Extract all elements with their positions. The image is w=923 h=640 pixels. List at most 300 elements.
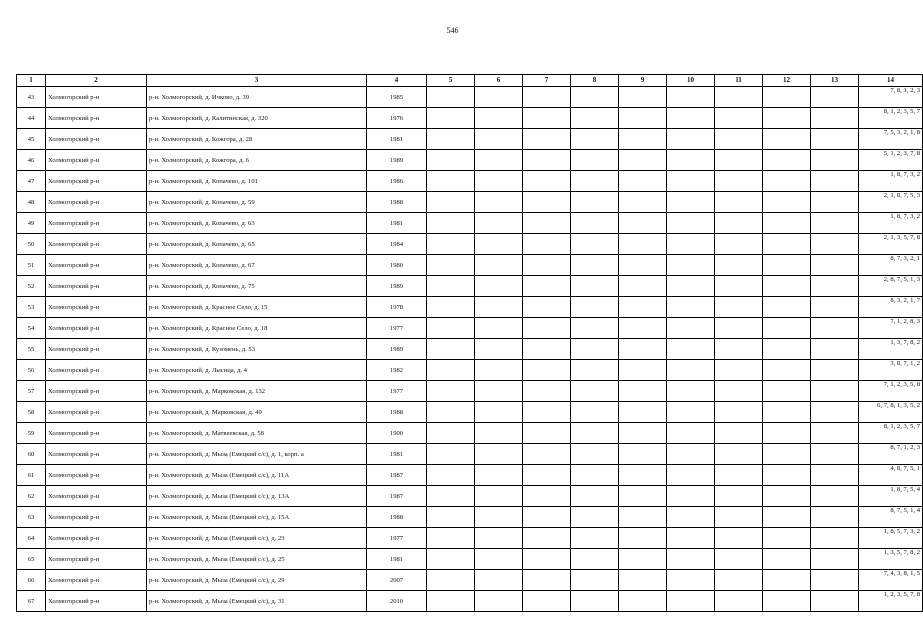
empty-cell (523, 402, 571, 423)
empty-cell (811, 570, 859, 591)
table-row (17, 360, 923, 381)
empty-cell (667, 276, 715, 297)
empty-cell (763, 381, 811, 402)
empty-cell (523, 591, 571, 612)
empty-cell (667, 255, 715, 276)
empty-cell (571, 339, 619, 360)
column-header: 3 (147, 75, 367, 87)
year-cell: 2010 (367, 591, 427, 612)
empty-cell (427, 318, 475, 339)
empty-cell (667, 87, 715, 108)
empty-cell (763, 108, 811, 129)
address-cell: р-н. Холмогорский, д. Кузомень, д. 53 (147, 339, 367, 360)
year-cell: 1985 (367, 87, 427, 108)
empty-cell (619, 129, 667, 150)
year-cell: 1988 (367, 402, 427, 423)
table-row (17, 570, 923, 591)
empty-cell (763, 528, 811, 549)
empty-cell (715, 465, 763, 486)
table-row (17, 255, 923, 276)
row-number-cell: 44 (17, 108, 46, 129)
column-14-cell: 7, 8, 1, 2, 3 (859, 87, 923, 108)
column-14-cell: 8, 1, 2, 3, 5, 7 (859, 423, 923, 444)
empty-cell (523, 360, 571, 381)
empty-cell (427, 234, 475, 255)
address-cell: р-н. Холмогорский, д. Копачево, д. 75 (147, 276, 367, 297)
empty-cell (475, 234, 523, 255)
column-header: 7 (523, 75, 571, 87)
empty-cell (811, 171, 859, 192)
empty-cell (523, 234, 571, 255)
empty-cell (667, 297, 715, 318)
empty-cell (715, 129, 763, 150)
district-cell: Холмогорский р-н (46, 213, 147, 234)
empty-cell (763, 234, 811, 255)
empty-cell (667, 465, 715, 486)
empty-cell (523, 549, 571, 570)
column-14-cell: 1, 8, 5, 7, 3, 2 (859, 528, 923, 549)
column-14-cell: 1, 3, 7, 8, 2 (859, 339, 923, 360)
table-row (17, 423, 923, 444)
empty-cell (619, 444, 667, 465)
year-cell: 1978 (367, 297, 427, 318)
column-14-cell: 8, 7, 5, 1, 4 (859, 507, 923, 528)
empty-cell (523, 486, 571, 507)
empty-cell (763, 213, 811, 234)
empty-cell (763, 444, 811, 465)
address-cell: р-н. Холмогорский, д. Мыза (Емецкий с/с), д. 25 (147, 549, 367, 570)
empty-cell (667, 444, 715, 465)
empty-cell (811, 339, 859, 360)
year-cell: 1981 (367, 213, 427, 234)
year-cell: 1977 (367, 528, 427, 549)
table-row (17, 129, 923, 150)
row-number-cell: 67 (17, 591, 46, 612)
column-14-cell: 7, 1, 2, 3, 5, 8 (859, 381, 923, 402)
year-cell: 1989 (367, 276, 427, 297)
column-14-cell: 7, 5, 3, 2, 1, 8 (859, 129, 923, 150)
empty-cell (715, 87, 763, 108)
empty-cell (619, 339, 667, 360)
column-14-cell: 1, 8, 7, 5, 4 (859, 486, 923, 507)
empty-cell (667, 171, 715, 192)
empty-cell (715, 234, 763, 255)
empty-cell (427, 171, 475, 192)
empty-cell (571, 276, 619, 297)
empty-cell (427, 213, 475, 234)
table-body (17, 87, 923, 612)
empty-cell (475, 423, 523, 444)
empty-cell (523, 465, 571, 486)
address-cell: р-н. Холмогорский, д. Мыза (Емецкий с/с), д. 31 (147, 591, 367, 612)
column-14-cell: 2, 1, 8, 7, 5, 3 (859, 192, 923, 213)
empty-cell (667, 234, 715, 255)
row-number-cell: 45 (17, 129, 46, 150)
district-cell: Холмогорский р-н (46, 234, 147, 255)
empty-cell (619, 528, 667, 549)
empty-cell (763, 507, 811, 528)
column-header: 14 (859, 75, 923, 87)
empty-cell (667, 192, 715, 213)
column-header: 8 (571, 75, 619, 87)
row-number-cell: 59 (17, 423, 46, 444)
empty-cell (715, 339, 763, 360)
empty-cell (475, 318, 523, 339)
district-cell: Холмогорский р-н (46, 423, 147, 444)
year-cell: 2007 (367, 570, 427, 591)
table-row (17, 507, 923, 528)
empty-cell (427, 108, 475, 129)
table-row (17, 108, 923, 129)
empty-cell (619, 108, 667, 129)
empty-cell (619, 276, 667, 297)
empty-cell (523, 87, 571, 108)
empty-cell (475, 129, 523, 150)
year-cell: 1981 (367, 549, 427, 570)
empty-cell (571, 423, 619, 444)
empty-cell (811, 192, 859, 213)
empty-cell (715, 528, 763, 549)
empty-cell (763, 192, 811, 213)
empty-cell (667, 339, 715, 360)
empty-cell (523, 255, 571, 276)
row-number-cell: 66 (17, 570, 46, 591)
empty-cell (715, 507, 763, 528)
row-number-cell: 48 (17, 192, 46, 213)
empty-cell (571, 507, 619, 528)
table-row (17, 402, 923, 423)
column-header: 12 (763, 75, 811, 87)
empty-cell (523, 444, 571, 465)
empty-cell (571, 444, 619, 465)
column-header: 6 (475, 75, 523, 87)
empty-cell (571, 381, 619, 402)
year-cell: 1987 (367, 465, 427, 486)
empty-cell (523, 276, 571, 297)
empty-cell (763, 402, 811, 423)
empty-cell (427, 486, 475, 507)
district-cell: Холмогорский р-н (46, 150, 147, 171)
empty-cell (523, 213, 571, 234)
empty-cell (523, 507, 571, 528)
address-cell: р-н. Холмогорский, д. Красное Село, д. 15 (147, 297, 367, 318)
empty-cell (667, 129, 715, 150)
row-number-cell: 60 (17, 444, 46, 465)
address-cell: р-н. Холмогорский, д. Калитинская, д. 320 (147, 108, 367, 129)
table-row (17, 87, 923, 108)
empty-cell (571, 192, 619, 213)
district-cell: Холмогорский р-н (46, 507, 147, 528)
row-number-cell: 57 (17, 381, 46, 402)
empty-cell (427, 150, 475, 171)
empty-cell (571, 591, 619, 612)
empty-cell (619, 213, 667, 234)
column-header: 4 (367, 75, 427, 87)
empty-cell (571, 528, 619, 549)
empty-cell (763, 87, 811, 108)
column-14-cell: 1, 3, 5, 7, 8, 2 (859, 549, 923, 570)
table-row (17, 528, 923, 549)
year-cell: 1981 (367, 444, 427, 465)
empty-cell (811, 423, 859, 444)
empty-cell (619, 381, 667, 402)
address-cell: р-н. Холмогорский, д. Красное Село, д. 18 (147, 318, 367, 339)
empty-cell (811, 360, 859, 381)
column-14-cell: 2, 8, 7, 5, 1, 3 (859, 276, 923, 297)
table-row (17, 591, 923, 612)
table-row (17, 150, 923, 171)
district-cell: Холмогорский р-н (46, 549, 147, 570)
empty-cell (763, 297, 811, 318)
year-cell: 1982 (367, 360, 427, 381)
district-cell: Холмогорский р-н (46, 570, 147, 591)
row-number-cell: 62 (17, 486, 46, 507)
empty-cell (715, 423, 763, 444)
empty-cell (715, 150, 763, 171)
empty-cell (571, 171, 619, 192)
empty-cell (811, 402, 859, 423)
district-cell: Холмогорский р-н (46, 297, 147, 318)
table-row (17, 444, 923, 465)
year-cell: 1987 (367, 486, 427, 507)
column-14-cell: 3, 8, 7, 1, 2 (859, 360, 923, 381)
address-cell: р-н. Холмогорский, д. Марковская, д. 132 (147, 381, 367, 402)
table-row (17, 486, 923, 507)
empty-cell (667, 423, 715, 444)
column-14-cell: 2, 1, 3, 5, 7, 8 (859, 234, 923, 255)
empty-cell (523, 423, 571, 444)
empty-cell (811, 528, 859, 549)
year-cell: 1988 (367, 192, 427, 213)
table-row (17, 339, 923, 360)
table-row (17, 192, 923, 213)
empty-cell (427, 402, 475, 423)
column-header: 5 (427, 75, 475, 87)
empty-cell (619, 150, 667, 171)
empty-cell (763, 318, 811, 339)
empty-cell (523, 318, 571, 339)
empty-cell (763, 570, 811, 591)
row-number-cell: 64 (17, 528, 46, 549)
column-14-cell: 8, 1, 2, 3, 5, 7 (859, 108, 923, 129)
year-cell: 1986 (367, 171, 427, 192)
column-header: 11 (715, 75, 763, 87)
empty-cell (811, 276, 859, 297)
address-cell: р-н. Холмогорский, д. Мыза (Емецкий с/с), д. 1, корп. а (147, 444, 367, 465)
district-cell: Холмогорский р-н (46, 402, 147, 423)
empty-cell (763, 255, 811, 276)
empty-cell (571, 360, 619, 381)
district-cell: Холмогорский р-н (46, 591, 147, 612)
empty-cell (619, 402, 667, 423)
address-cell: р-н. Холмогорский, д. Копачево, д. 59 (147, 192, 367, 213)
empty-cell (811, 507, 859, 528)
district-cell: Холмогорский р-н (46, 129, 147, 150)
address-cell: р-н. Холмогорский, д. Копачево, д. 67 (147, 255, 367, 276)
empty-cell (523, 150, 571, 171)
empty-cell (763, 591, 811, 612)
row-number-cell: 47 (17, 171, 46, 192)
empty-cell (811, 234, 859, 255)
table-row (17, 171, 923, 192)
registry-table (16, 74, 923, 612)
address-cell: р-н. Холмогорский, д. Копачево, д. 101 (147, 171, 367, 192)
empty-cell (427, 192, 475, 213)
empty-cell (811, 213, 859, 234)
district-cell: Холмогорский р-н (46, 87, 147, 108)
empty-cell (571, 465, 619, 486)
empty-cell (763, 171, 811, 192)
empty-cell (715, 360, 763, 381)
empty-cell (475, 255, 523, 276)
row-number-cell: 56 (17, 360, 46, 381)
empty-cell (715, 255, 763, 276)
empty-cell (427, 297, 475, 318)
empty-cell (715, 318, 763, 339)
empty-cell (715, 276, 763, 297)
empty-cell (427, 591, 475, 612)
row-number-cell: 49 (17, 213, 46, 234)
row-number-cell: 55 (17, 339, 46, 360)
column-14-cell: 8, 7, 1, 2, 3 (859, 444, 923, 465)
empty-cell (571, 486, 619, 507)
empty-cell (619, 570, 667, 591)
empty-cell (475, 465, 523, 486)
column-header: 2 (46, 75, 147, 87)
empty-cell (475, 381, 523, 402)
empty-cell (475, 192, 523, 213)
empty-cell (475, 150, 523, 171)
empty-cell (523, 528, 571, 549)
empty-cell (427, 465, 475, 486)
empty-cell (619, 591, 667, 612)
empty-cell (715, 444, 763, 465)
empty-cell (619, 360, 667, 381)
empty-cell (667, 486, 715, 507)
row-number-cell: 50 (17, 234, 46, 255)
header-row (17, 75, 923, 87)
district-cell: Холмогорский р-н (46, 192, 147, 213)
empty-cell (811, 129, 859, 150)
column-header: 1 (17, 75, 46, 87)
empty-cell (715, 381, 763, 402)
year-cell: 1989 (367, 150, 427, 171)
empty-cell (571, 87, 619, 108)
empty-cell (715, 570, 763, 591)
district-cell: Холмогорский р-н (46, 255, 147, 276)
year-cell: 1988 (367, 507, 427, 528)
empty-cell (763, 423, 811, 444)
row-number-cell: 58 (17, 402, 46, 423)
column-14-cell: 6, 7, 8, 1, 3, 5, 2 (859, 402, 923, 423)
row-number-cell: 46 (17, 150, 46, 171)
empty-cell (475, 570, 523, 591)
empty-cell (571, 150, 619, 171)
empty-cell (475, 108, 523, 129)
district-cell: Холмогорский р-н (46, 360, 147, 381)
empty-cell (715, 591, 763, 612)
empty-cell (811, 465, 859, 486)
row-number-cell: 63 (17, 507, 46, 528)
row-number-cell: 43 (17, 87, 46, 108)
empty-cell (811, 297, 859, 318)
empty-cell (523, 297, 571, 318)
empty-cell (427, 381, 475, 402)
empty-cell (475, 528, 523, 549)
empty-cell (571, 108, 619, 129)
empty-cell (619, 549, 667, 570)
empty-cell (427, 444, 475, 465)
empty-cell (571, 255, 619, 276)
column-header: 9 (619, 75, 667, 87)
empty-cell (715, 192, 763, 213)
district-cell: Холмогорский р-н (46, 171, 147, 192)
empty-cell (427, 255, 475, 276)
year-cell: 1984 (367, 234, 427, 255)
empty-cell (619, 318, 667, 339)
column-14-cell: 8, 7, 3, 2, 1 (859, 255, 923, 276)
column-14-cell: 7, 4, 3, 8, 1, 5 (859, 570, 923, 591)
empty-cell (715, 549, 763, 570)
empty-cell (811, 150, 859, 171)
empty-cell (523, 192, 571, 213)
empty-cell (667, 381, 715, 402)
district-cell: Холмогорский р-н (46, 444, 147, 465)
empty-cell (811, 381, 859, 402)
empty-cell (619, 486, 667, 507)
empty-cell (619, 234, 667, 255)
column-14-cell: 5, 1, 2, 3, 7, 8 (859, 150, 923, 171)
district-cell: Холмогорский р-н (46, 108, 147, 129)
table-row (17, 297, 923, 318)
column-14-cell: 7, 1, 2, 8, 3 (859, 318, 923, 339)
district-cell: Холмогорский р-н (46, 318, 147, 339)
empty-cell (523, 339, 571, 360)
empty-cell (715, 171, 763, 192)
year-cell: 1900 (367, 423, 427, 444)
empty-cell (571, 318, 619, 339)
address-cell: р-н. Холмогорский, д. Копачево, д. 65 (147, 234, 367, 255)
table-row (17, 318, 923, 339)
empty-cell (427, 360, 475, 381)
empty-cell (475, 444, 523, 465)
empty-cell (475, 339, 523, 360)
empty-cell (811, 549, 859, 570)
empty-cell (475, 276, 523, 297)
column-14-cell: 8, 3, 2, 1, 7 (859, 297, 923, 318)
empty-cell (475, 549, 523, 570)
address-cell: р-н. Холмогорский, д. Кожгора, д. 6 (147, 150, 367, 171)
table-row (17, 276, 923, 297)
empty-cell (667, 591, 715, 612)
district-cell: Холмогорский р-н (46, 339, 147, 360)
empty-cell (667, 213, 715, 234)
row-number-cell: 52 (17, 276, 46, 297)
row-number-cell: 54 (17, 318, 46, 339)
empty-cell (667, 108, 715, 129)
column-14-cell: 1, 8, 7, 3, 2 (859, 213, 923, 234)
empty-cell (667, 150, 715, 171)
address-cell: р-н. Холмогорский, д. Мыза (Емецкий с/с), д. 13А (147, 486, 367, 507)
address-cell: р-н. Холмогорский, д. Мыза (Емецкий с/с), д. 15А (147, 507, 367, 528)
row-number-cell: 61 (17, 465, 46, 486)
empty-cell (523, 570, 571, 591)
empty-cell (667, 570, 715, 591)
district-cell: Холмогорский р-н (46, 465, 147, 486)
empty-cell (619, 465, 667, 486)
empty-cell (571, 234, 619, 255)
table-row (17, 549, 923, 570)
